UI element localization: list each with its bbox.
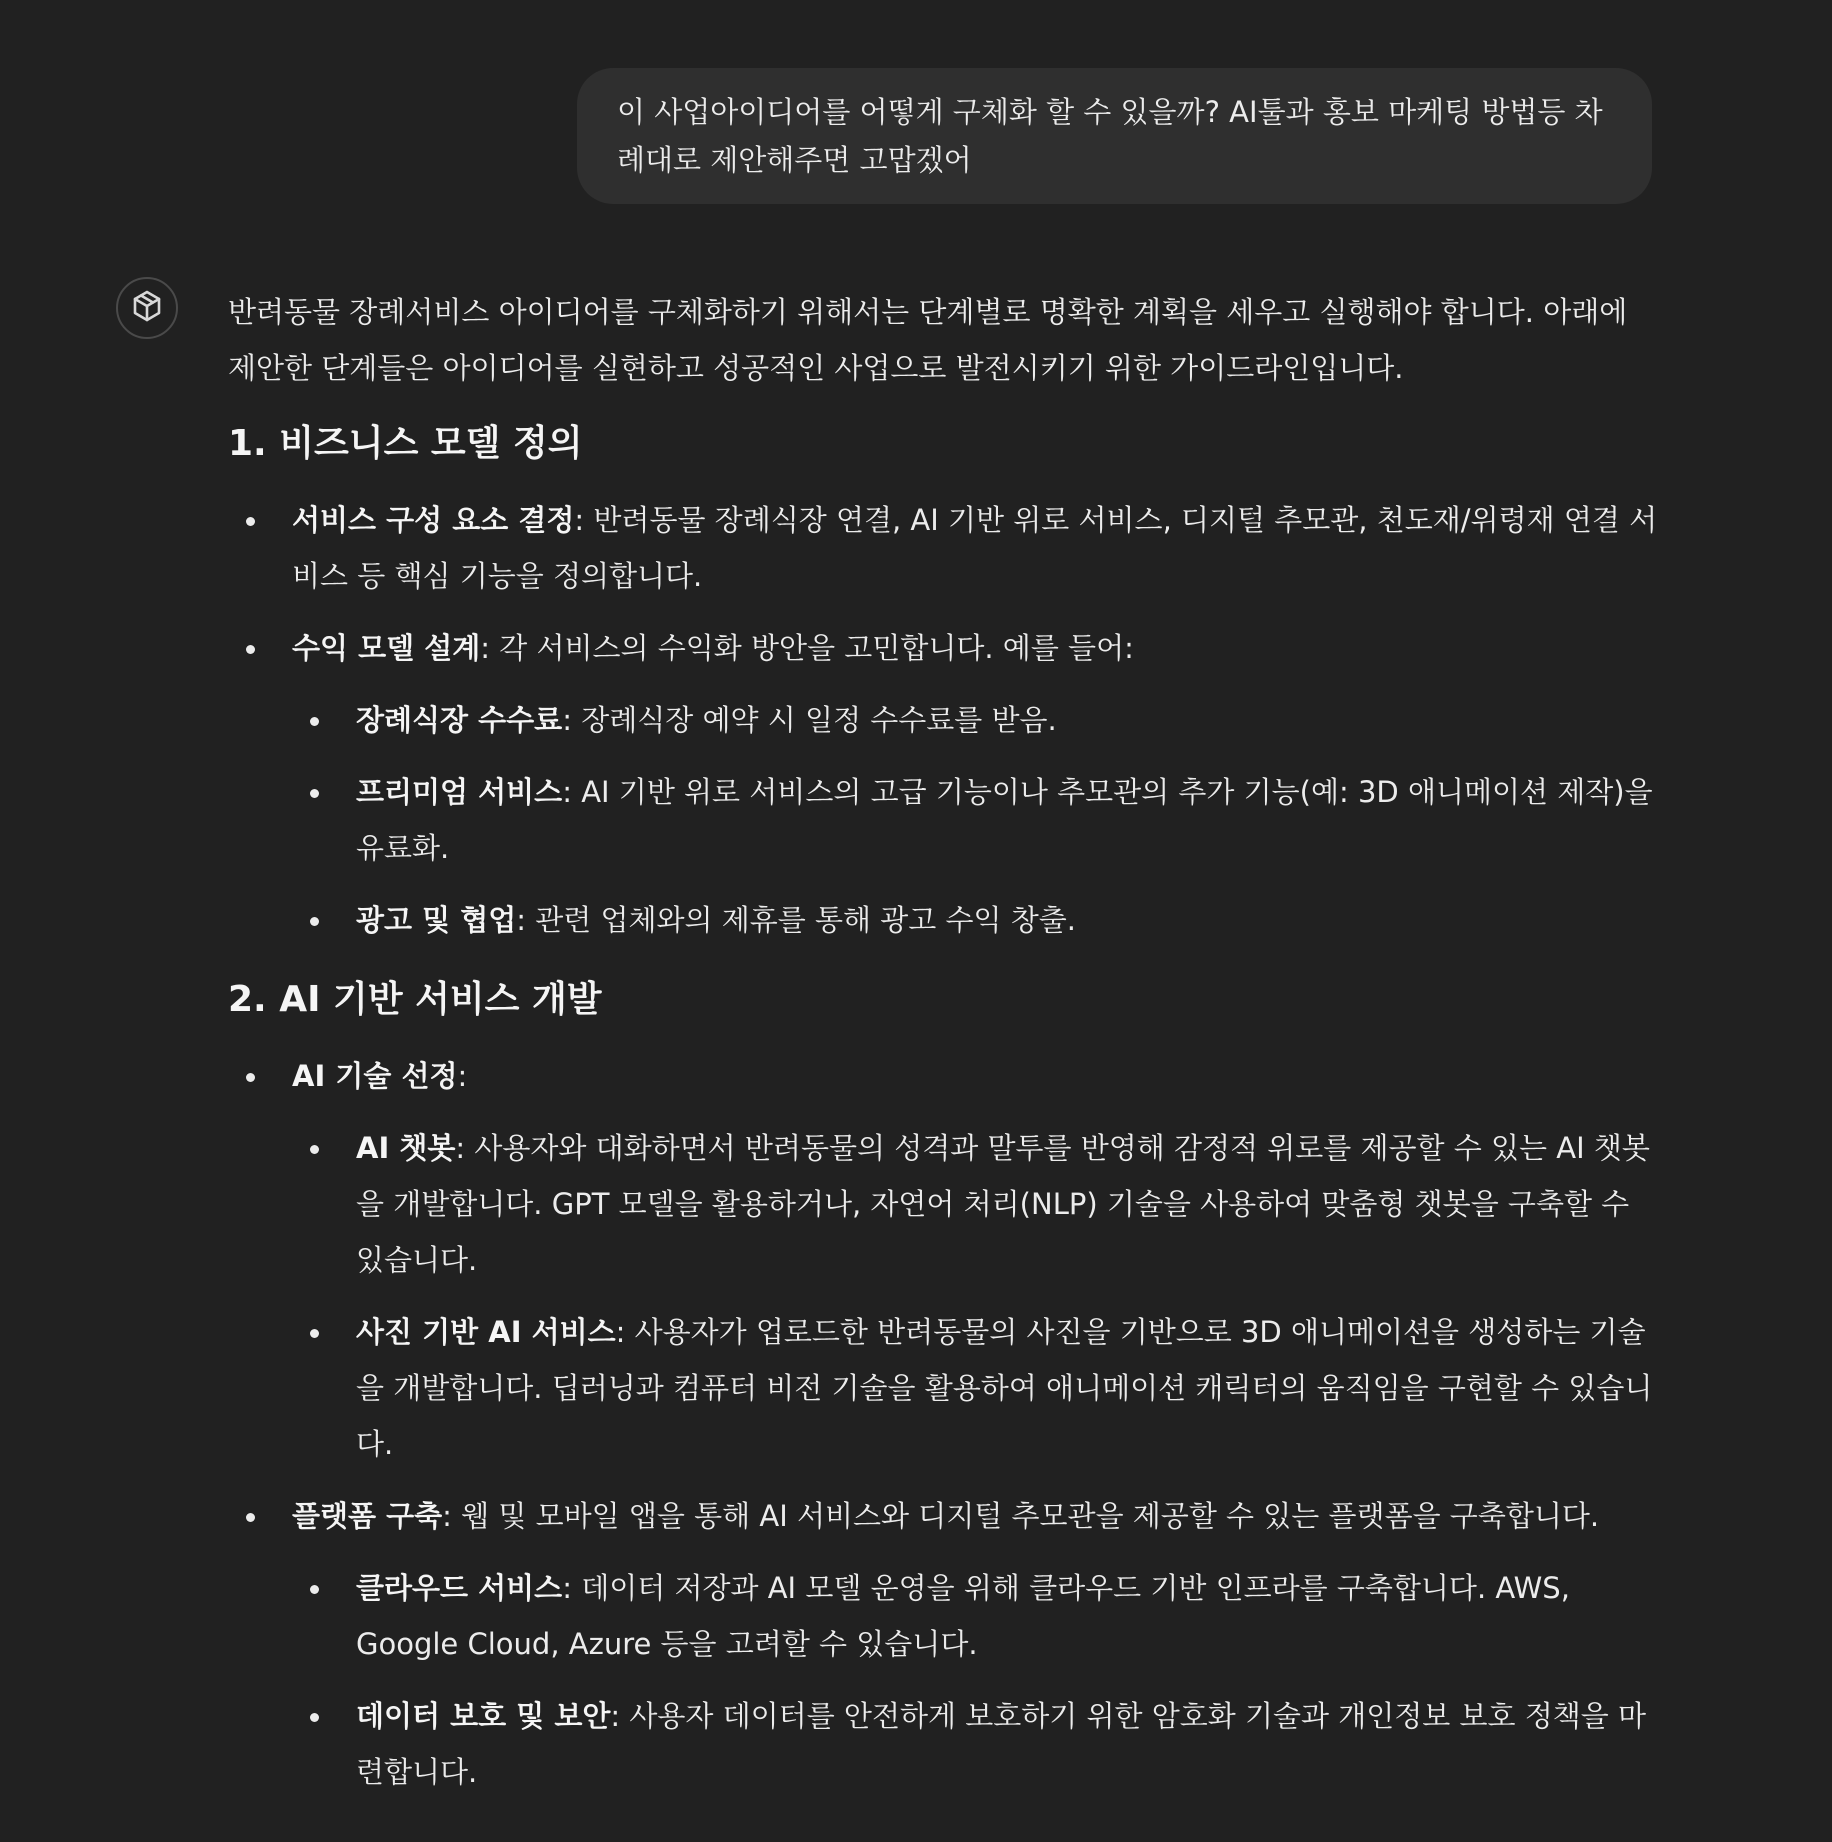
section-ai-service-development: [228, 972, 1660, 1800]
list-item-term: 장례식장 수수료: [356, 703, 563, 737]
sub-list-item: [292, 1304, 1660, 1472]
list-item-term: 광고 및 협업: [356, 903, 517, 937]
list-item-text: :: [457, 1059, 468, 1093]
list-item-term: 사진 기반 AI 서비스: [356, 1315, 616, 1349]
bullet-list: [228, 1048, 1660, 1800]
list-item-text: : 각 서비스의 수익화 방안을 고민합니다. 예를 들어:: [480, 631, 1134, 665]
section-heading: 1. 비즈니스 모델 정의: [228, 423, 583, 464]
assistant-intro: 반려동물 장례서비스 아이디어를 구체화하기 위해서는 단계별로 명확한 계획을 세우고 실행해야 합니다. 아래에 제안한 단계들은 아이디어를 실현하고 성공적인 사업으로 발전시키기 위한 가이드라인입니다.: [228, 295, 1628, 385]
list-item: [228, 1488, 1660, 1800]
sub-list-item: [292, 764, 1660, 876]
list-item-term: 클라우드 서비스: [356, 1571, 563, 1605]
list-item-text: : 반려동물 장례식장 연결, AI 기반 위로 서비스, 디지털 추모관, 천도재/위령재 연결 서비스 등 핵심 기능을 정의합니다.: [292, 503, 1658, 593]
list-item-text: : 사용자가 업로드한 반려동물의 사진을 기반으로 3D 애니메이션을 생성하는 기술을 개발합니다. 딥러닝과 컴퓨터 비전 기술을 활용하여 애니메이션 캐릭터의 움직임을 구현할 수 있습니다.: [356, 1315, 1653, 1461]
list-item-term: 수익 모델 설계: [292, 631, 481, 665]
list-item-text: : 데이터 저장과 AI 모델 운영을 위해 클라우드 기반 인프라를 구축합니다. AWS, Google Cloud, Azure 등을 고려할 수 있습니다.: [356, 1571, 1570, 1661]
sub-list-item: [292, 1120, 1660, 1288]
list-item: [228, 620, 1660, 948]
section-heading: 2. AI 기반 서비스 개발: [228, 979, 602, 1020]
list-item: [228, 492, 1660, 604]
list-item-text: : 사용자와 대화하면서 반려동물의 성격과 말투를 반영해 감정적 위로를 제공할 수 있는 AI 챗봇을 개발합니다. GPT 모델을 활용하거나, 자연어 처리(NLP) 기술을 사용하여 맞춤형 챗봇을 구축할 수 있습니다.: [356, 1131, 1650, 1277]
sub-bullet-list: [292, 1560, 1660, 1800]
list-item-term: 플랫폼 구축: [292, 1499, 443, 1533]
sub-bullet-list: [292, 692, 1660, 948]
sub-list-item: [292, 1560, 1660, 1672]
user-message-text: 이 사업아이디어를 어떻게 구체화 할 수 있을까? AI툴과 홍보 마케팅 방법등 차례대로 제안해주면 고맙겠어: [617, 95, 1603, 177]
list-item-text: : 관련 업체와의 제휴를 통해 광고 수익 창출.: [516, 903, 1077, 937]
sub-bullet-list: [292, 1120, 1660, 1472]
sub-list-item: [292, 1688, 1660, 1800]
list-item-term: AI 챗봇: [356, 1131, 456, 1165]
bullet-list: [228, 492, 1660, 948]
sub-list-item: [292, 892, 1660, 948]
list-item-text: : 사용자 데이터를 안전하게 보호하기 위한 암호화 기술과 개인정보 보호 정책을 마련합니다.: [356, 1699, 1647, 1789]
assistant-avatar: [116, 277, 178, 339]
list-item-term: 프리미엄 서비스: [356, 775, 563, 809]
sub-list-item: [292, 692, 1660, 748]
list-item-text: : AI 기반 위로 서비스의 고급 기능이나 추모관의 추가 기능(예: 3D 애니메이션 제작)을 유료화.: [356, 775, 1653, 865]
list-item-term: 데이터 보호 및 보안: [356, 1699, 611, 1733]
user-message-bubble: [577, 68, 1652, 204]
list-item: [228, 1048, 1660, 1472]
list-item-text: : 장례식장 예약 시 일정 수수료를 받음.: [562, 703, 1057, 737]
assistant-message: [228, 284, 1660, 1824]
list-item-term: 서비스 구성 요소 결정: [292, 503, 575, 537]
section-business-model: [228, 416, 1660, 948]
openai-logo-icon: [129, 288, 165, 328]
list-item-term: AI 기술 선정: [292, 1059, 458, 1093]
list-item-text: : 웹 및 모바일 앱을 통해 AI 서비스와 디지털 추모관을 제공할 수 있는 플랫폼을 구축합니다.: [442, 1499, 1600, 1533]
